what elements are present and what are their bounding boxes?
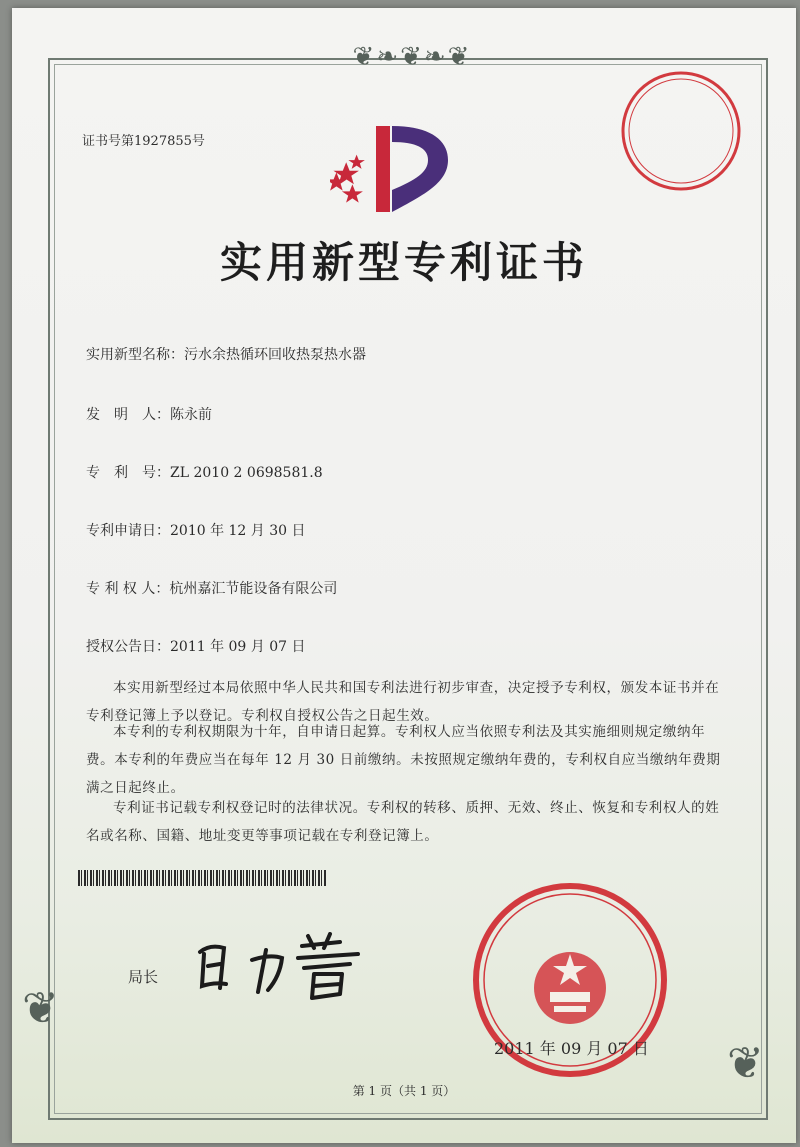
top-ornament-icon: ❦❧❦❧❦	[352, 42, 472, 72]
director-label: 局长	[128, 968, 159, 986]
grant-date-field: 授权公告日：2011 年 09 月 07 日	[86, 639, 306, 655]
inventor-field: 发 明 人：陈永前	[86, 407, 212, 423]
bottom-right-ornament-icon: ❦	[727, 1038, 766, 1089]
director-signature	[190, 932, 380, 1002]
application-date-field: 专利申请日：2010 年 12 月 30 日	[86, 523, 306, 539]
patent-office-logo-icon	[330, 118, 460, 218]
paragraph-legal-status: 专利证书记载专利权登记时的法律状况。专利权的转移、质押、无效、终止、恢复和专利权人的姓名或名称、国籍、地址变更等事项记载在专利登记簿上。	[86, 800, 720, 844]
utility-model-name: 实用新型名称：污水余热循环回收热泵热水器	[86, 347, 366, 363]
patent-number-field: 专 利 号：ZL 2010 2 0698581.8	[86, 465, 323, 481]
certificate-title: 实用新型专利证书	[219, 238, 588, 287]
certificate-number: 证书号第1927855号	[82, 134, 205, 149]
page-number: 第 1 页（共 1 页）	[352, 1084, 456, 1098]
tax-stamp-seal-icon	[618, 68, 744, 194]
paragraph-grant: 本实用新型经过本局依照中华人民共和国专利法进行初步审查，决定授予专利权，颁发本证书并在专利登记簿上予以登记。专利权自授权公告之日起生效。	[86, 680, 720, 724]
barcode	[78, 870, 326, 886]
seal-date: 2011 年 09 月 07 日	[494, 1039, 649, 1058]
certificate-sheet	[12, 8, 796, 1143]
patentee-field: 专 利 权 人：杭州嘉汇节能设备有限公司	[86, 581, 338, 597]
bottom-left-ornament-icon: ❦	[22, 983, 61, 1034]
paragraph-term: 本专利的专利权期限为十年，自申请日起算。专利权人应当依照专利法及其实施细则规定缴纳年费。本专利的年费应当在每年 12 月 30 日前缴纳。未按照规定缴纳年费的，专利权自应当缴纳年费期满之日起终止。	[86, 724, 721, 796]
